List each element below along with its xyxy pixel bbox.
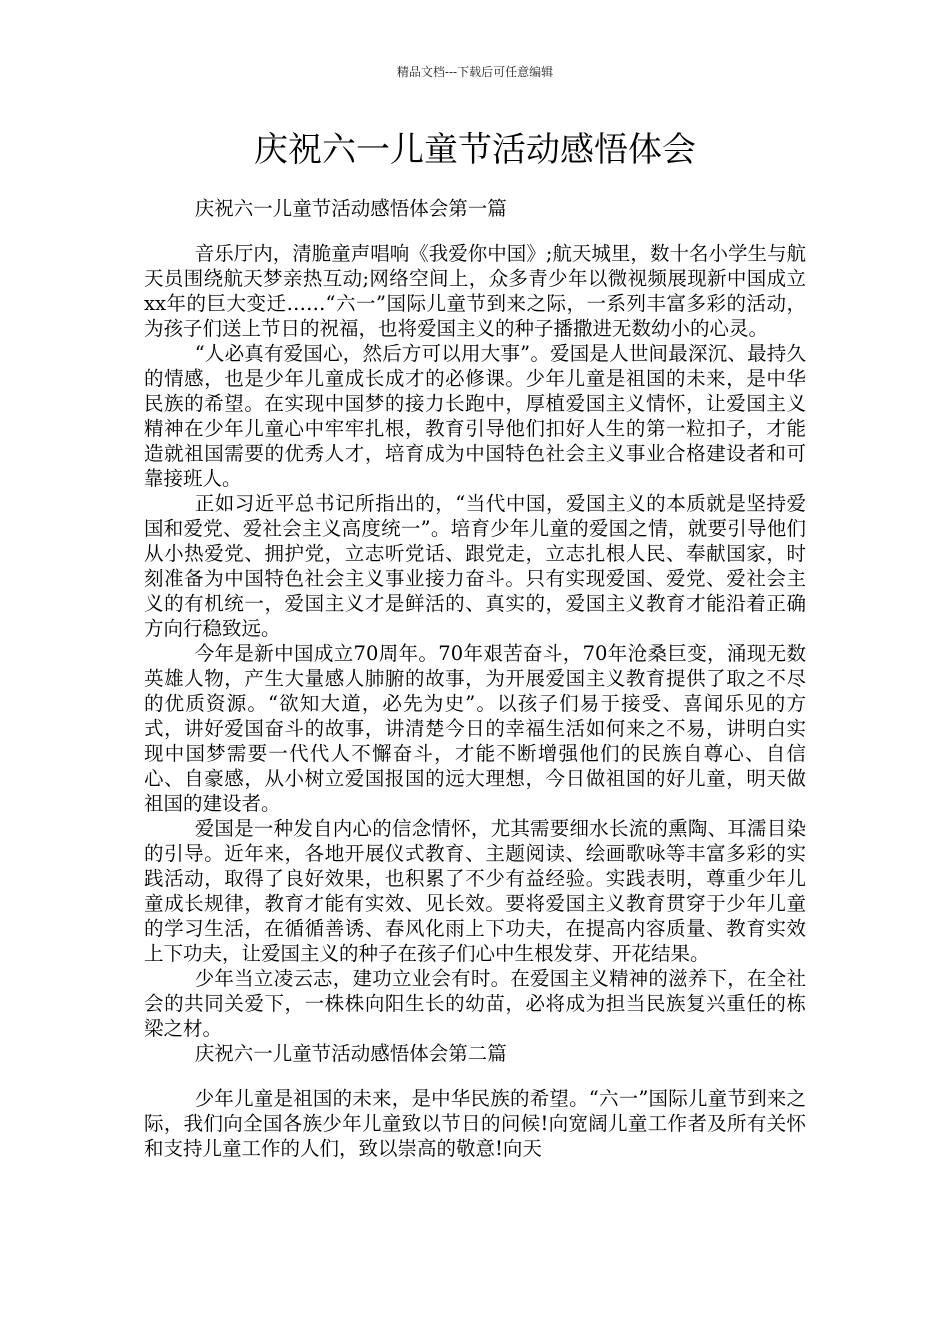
paragraph: 音乐厅内，清脆童声唱响《我爱你中国》;航天城里，数十名小学生与航天员围绕航天梦亲热互动;网络空间上，众多青少年以微视频展现新中国成立xx年的巨大变迁……“六一”国际儿童节到来之际，一系列丰富多彩的活动，为孩子们送上节日的祝福，也将爱国主义的种子播撒进无数幼小的心灵。 [144,242,806,340]
document-body [144,196,806,1161]
document-title: 庆祝六一儿童节活动感悟体会 [254,130,696,170]
paragraph: “人必真有爱国心，然后方可以用大事”。爱国是人世间最深沉、最持久的情感，也是少年儿童成长成才的必修课。少年儿童是祖国的未来，是中华民族的希望。在实现中国梦的接力长跑中，厚植爱国主义情怀，让爱国主义精神在少年儿童心中牢牢扎根，教育引导他们扣好人生的第一粒扣子，才能造就祖国需要的优秀人才，培育成为中国特色社会主义事业合格建设者和可靠接班人。 [144,342,806,490]
paragraph: 正如习近平总书记所指出的，“当代中国，爱国主义的本质就是坚持爱国和爱党、爱社会主义高度统一”。培育少年儿童的爱国之情，就要引导他们从小热爱党、拥护党，立志听党话、跟党走，立志扎根人民、奉献国家，时刻准备为中国特色社会主义事业接力奋斗。只有实现爱国、爱党、爱社会主义的有机统一，爱国主义才是鲜活的、真实的，爱国主义教育才能沿着正确方向行稳致远。 [144,492,806,640]
section-heading-1: 庆祝六一儿童节活动感悟体会第一篇 [194,197,507,220]
paragraph: 少年儿童是祖国的未来，是中华民族的希望。“六一”国际儿童节到来之际，我们向全国各族少年儿童致以节日的问候!向宽阔儿童工作者及所有关怀和支持儿童工作的人们，致以崇高的敬意!向天 [144,1087,806,1160]
paragraph: 爱国是一种发自内心的信念情怀，尤其需要细水长流的熏陶、耳濡目染的引导。近年来，各地开展仪式教育、主题阅读、绘画歌咏等丰富多彩的实践活动，取得了良好效果，也积累了不少有益经验。实践表明，尊重少年儿童成长规律，教育才能有实效、见长效。要将爱国主义教育贯穿于少年儿童的学习生活，在循循善诱、春风化雨上下功夫，在提高内容质量、教育实效上下功夫，让爱国主义的种子在孩子们心中生根发芽、开花结果。 [144,817,806,965]
section-heading-2: 庆祝六一儿童节活动感悟体会第二篇 [194,1042,507,1065]
page-header: 精品文档---下载后可任意编辑 [396,65,554,79]
paragraph: 今年是新中国成立70周年。70年艰苦奋斗，70年沧桑巨变，涌现无数英雄人物，产生大量感人肺腑的故事，为开展爱国主义教育提供了取之不尽的优质资源。“欲知大道，必先为史”。以孩子们易于接受、喜闻乐见的方式，讲好爱国奋斗的故事，讲清楚今日的幸福生活如何来之不易，讲明白实现中国梦需要一代代人不懈奋斗，才能不断增强他们的民族自尊心、自信心、自豪感，从小树立爱国报国的远大理想，今日做祖国的好儿童，明天做祖国的建设者。 [144,642,806,815]
paragraph: 少年当立凌云志，建功立业会有时。在爱国主义精神的滋养下，在全社会的共同关爱下，一株株向阳生长的幼苗，必将成为担当民族复兴重任的栋梁之材。 [144,967,806,1040]
